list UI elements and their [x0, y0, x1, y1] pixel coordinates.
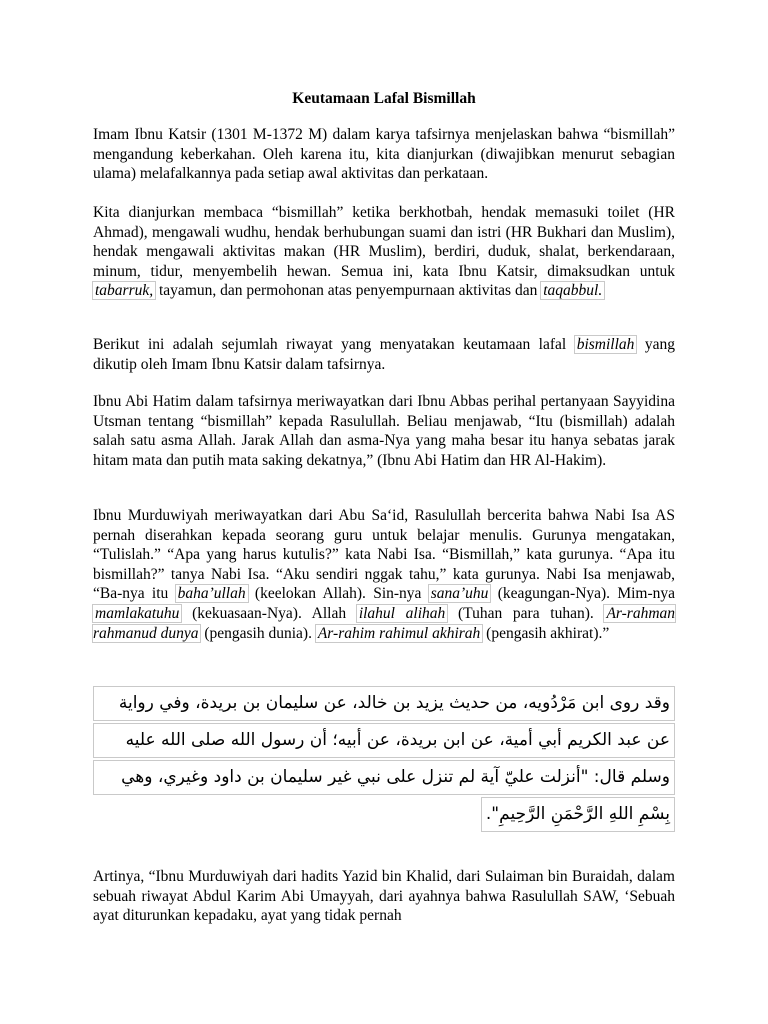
p5-text-b: (keelokan Allah). Sin-nya — [254, 585, 422, 603]
term-sanauhu: sana’uhu — [430, 585, 489, 603]
p2-text-b: tayamun, dan permohonan atas penyempurnaan aktivitas dan — [159, 282, 538, 300]
p5-text-g: (pengasih akhirat).” — [486, 624, 610, 642]
document-title: Keutamaan Lafal Bismillah — [292, 90, 476, 107]
p5-text-e: (Tuhan para tuhan). — [458, 604, 594, 622]
p3-text-b: yang dikutip oleh Imam Ibnu Katsir dalam tafsirnya. — [93, 336, 676, 373]
p3-text-a: Berikut ini adalah sejumlah riwayat yang menyatakan keutamaan lafal — [93, 336, 567, 353]
paragraph-translation: Artinya, “Ibnu Murduwiyah dari hadits Yazid bin Khalid, dari Sulaiman bin Buraidah, dalam sebuah riwayat Abdul Karim Abi Umayyah, dari ayahnya bahwa Rasulullah SAW, ‘Sebuah ayat diturunkan kepadaku, ayat yang tidak pernah — [93, 868, 675, 925]
paragraph-intro: Imam Ibnu Katsir (1301 M-1372 M) dalam karya tafsirnya menjelaskan bahwa “bismillah” mengandung keberkahan. Oleh karena itu, kita dianjurkan (diwajibkan menurut sebagian ulama) melafalkannya pada setiap awal aktivitas dan perkataan. — [93, 126, 675, 183]
term-tabarruk: tabarruk, — [95, 282, 154, 300]
p5-text-a: Ibnu Murduwiyah meriwayatkan dari Abu Sa‘id, Rasulullah bercerita bahwa Nabi Isa AS pernah diserahkan kepada seorang guru untuk belajar menulis. Gurunya mengatakan, “Tulislah.” “Apa yang harus kutulis?” kata Nabi Isa. “Bismillah,” kata gurunya. “Apa itu bismillah?” tanya Nabi Isa. “Aku sendiri nggak tahu,” kata gurunya. Nabi Isa menjawab, “Ba-nya itu — [93, 507, 675, 603]
term-bahaullah: baha’ullah — [177, 585, 246, 603]
p5-text-f: (pengasih dunia). — [204, 624, 312, 642]
term-ar-rahim: Ar-rahim rahimul akhirah — [317, 624, 481, 642]
term-mamlakatuhu: mamlakatuhu — [95, 604, 180, 622]
paragraph-ibnu-abi-hatim: Ibnu Abi Hatim dalam tafsirnya meriwayatkan dari Ibnu Abbas perihal pertanyaan Sayyidina Utsman tentang “bismillah” kepada Rasulullah. Beliau menjawab, “Itu (bismillah) adalah salah satu asma Allah. Jarak Allah dan asma-Nya yang maha besar itu hanya sebatas jarak hitam mata dan putih mata saking dekatnya,” (Ibnu Abi Hatim dan HR Al-Hakim). — [93, 393, 675, 469]
arabic-line-3: وسلم قال: "أنزلت عليّ آية لم تنزل على نبي غير سليمان بن داود وغيري، وهي — [93, 760, 675, 795]
term-bismillah: bismillah — [576, 336, 635, 353]
arabic-line-1: وقد روى ابن مَرْدُويه، من حديث يزيد بن خالد، عن سليمان بن بريدة، وفي رواية — [93, 686, 675, 721]
arabic-hadith-block — [93, 686, 675, 847]
arabic-line-4: بِسْمِ اللهِ الرَّحْمَنِ الرَّحِيمِ". — [481, 797, 675, 832]
paragraph-riwayat-intro — [93, 335, 675, 374]
paragraph-when-to-say-bismillah — [93, 203, 675, 301]
paragraph-ibnu-murduwiyah — [93, 506, 675, 643]
p5-text-d: (kekuasaan-Nya). Allah — [192, 604, 347, 622]
arabic-line-2: عن عبد الكريم أبي أمية، عن ابن بريدة، عن أبيه؛ أن رسول الله صلى الله عليه — [93, 723, 675, 758]
p2-text-a: Kita dianjurkan membaca “bismillah” ketika berkhotbah, hendak memasuki toilet (HR Ahmad), mengawali wudhu, hendak berhubungan suami dan istri (HR Bukhari dan Muslim), hendak mengawali aktivitas makan (HR Muslim), berdiri, duduk, shalat, berkendaraan, minum, tidur, menyembelih hewan. Semua ini, kata Ibnu Katsir, dimaksudkan untuk — [93, 204, 675, 280]
term-taqabbul: taqabbul. — [543, 282, 603, 300]
term-ar-rahman: Ar-rahman rahmanud dunya — [93, 604, 676, 642]
term-ilahul-alihah: ilahul alihah — [358, 604, 446, 622]
p5-text-c: (keagungan-Nya). Mim-nya — [497, 585, 676, 603]
